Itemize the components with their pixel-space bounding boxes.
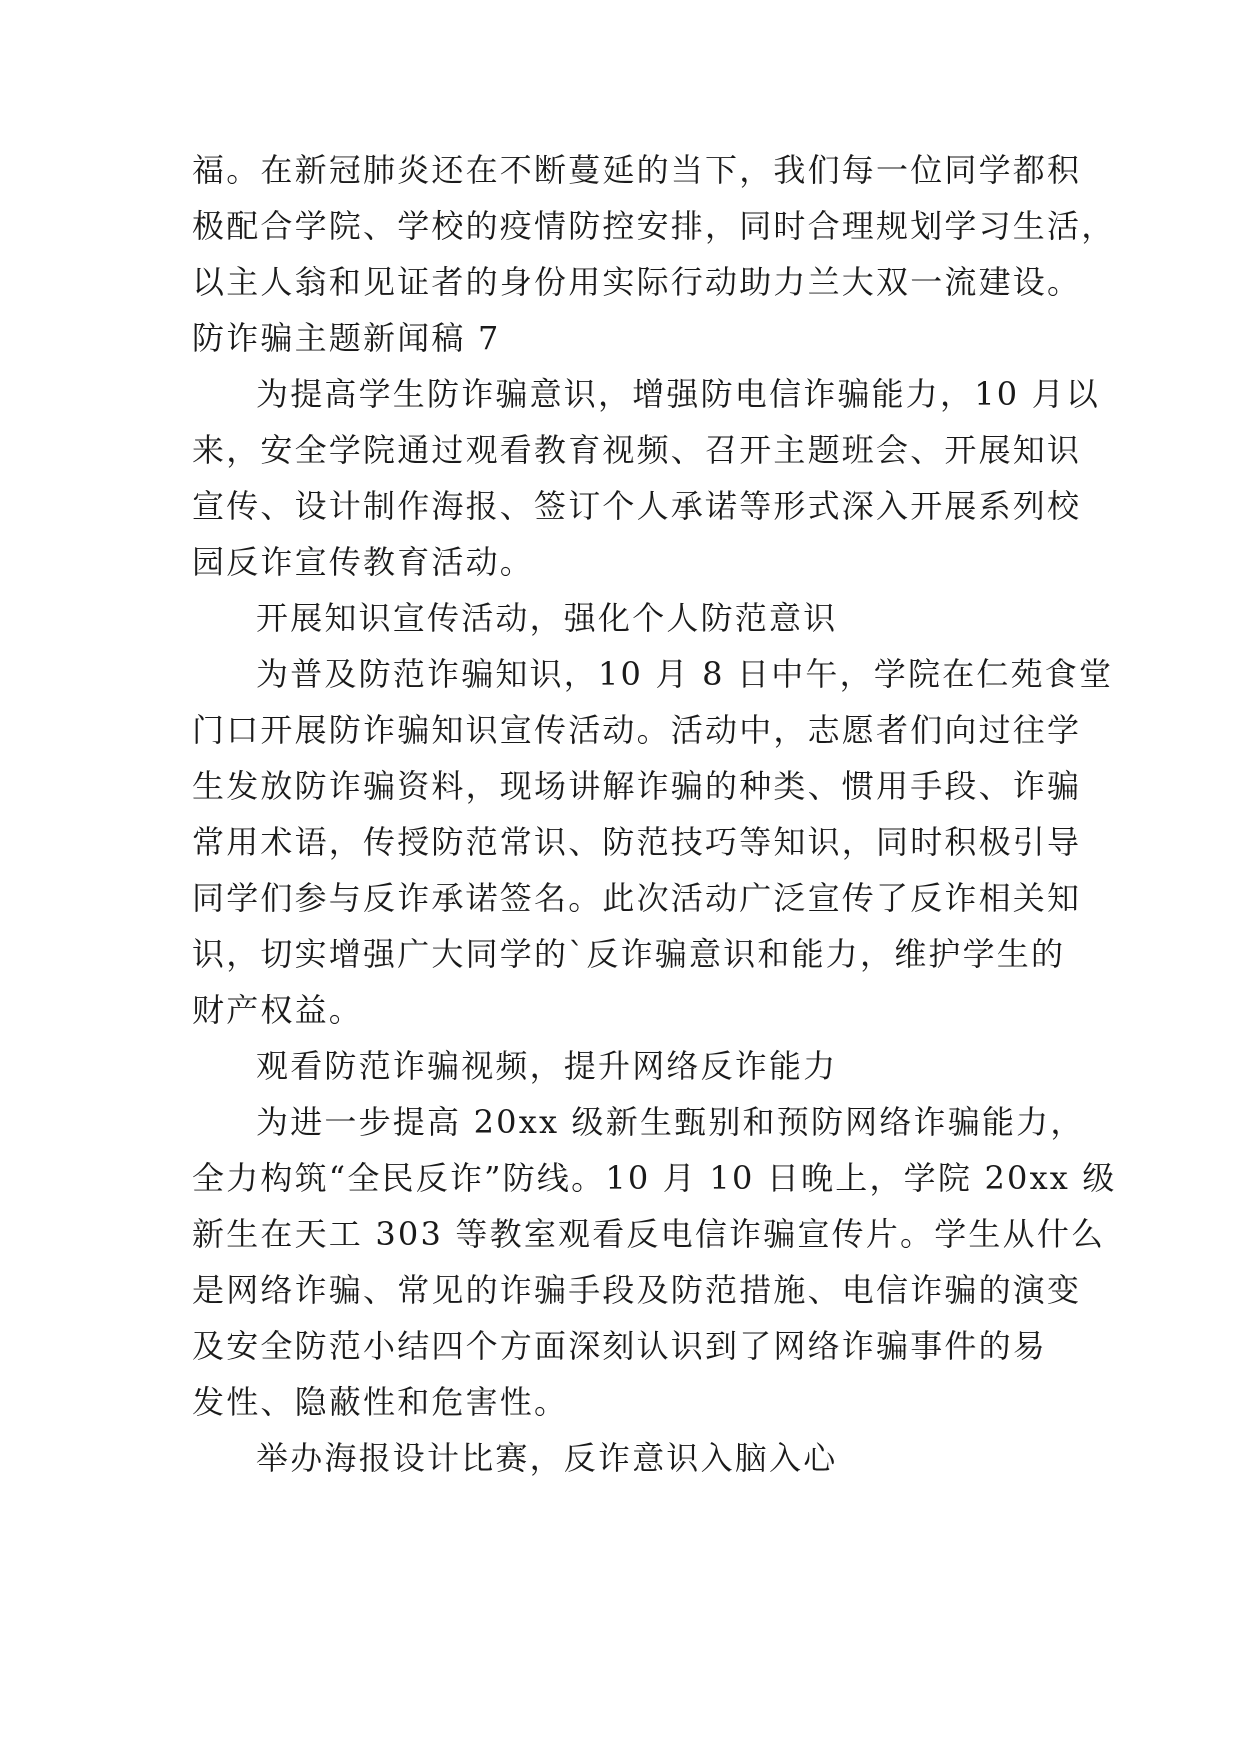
text-line: 为进一步提高 20xx 级新生甄别和预防网络诈骗能力，: [256, 1103, 1085, 1141]
text-line: 是网络诈骗、常见的诈骗手段及防范措施、电信诈骗的演变: [192, 1271, 1082, 1309]
subheading: 举办海报设计比赛，反诈意识入脑入心: [256, 1439, 838, 1477]
text-line: 来，安全学院通过观看教育视频、召开主题班会、开展知识: [192, 431, 1082, 469]
text-line: 福。在新冠肺炎还在不断蔓延的当下，我们每一位同学都积: [192, 151, 1082, 189]
text-line: 为提高学生防诈骗意识，增强防电信诈骗能力，10 月以: [256, 375, 1101, 413]
text-line: 全力构筑“全民反诈”防线。10 月 10 日晚上，学院 20xx 级: [192, 1159, 1117, 1197]
subheading: 开展知识宣传活动，强化个人防范意识: [256, 599, 838, 637]
text-line: 以主人翁和见证者的身份用实际行动助力兰大双一流建设。: [192, 263, 1082, 301]
text-line: 及安全防范小结四个方面深刻认识到了网络诈骗事件的易: [192, 1327, 1048, 1365]
text-line: 财产权益。: [192, 991, 364, 1029]
text-line: 极配合学院、学校的疫情防控安排，同时合理规划学习生活，: [192, 207, 1116, 245]
subheading: 观看防范诈骗视频，提升网络反诈能力: [256, 1047, 838, 1085]
text-line: 同学们参与反诈承诺签名。此次活动广泛宣传了反诈相关知: [192, 879, 1082, 917]
text-line: 为普及防范诈骗知识，10 月 8 日中午，学院在仁苑食堂: [256, 655, 1114, 693]
text-line: 识，切实增强广大同学的`反诈骗意识和能力，维护学生的: [192, 935, 1066, 973]
text-line: 宣传、设计制作海报、签订个人承诺等形式深入开展系列校: [192, 487, 1082, 525]
section-title: 防诈骗主题新闻稿 7: [192, 319, 501, 357]
text-line: 门口开展防诈骗知识宣传活动。活动中，志愿者们向过往学: [192, 711, 1082, 749]
text-line: 发性、隐蔽性和危害性。: [192, 1383, 569, 1421]
text-line: 新生在天工 303 等教室观看反电信诈骗宣传片。学生从什么: [192, 1215, 1106, 1253]
text-line: 生发放防诈骗资料，现场讲解诈骗的种类、惯用手段、诈骗: [192, 767, 1082, 805]
text-line: 园反诈宣传教育活动。: [192, 543, 535, 581]
text-line: 常用术语，传授防范常识、防范技巧等知识，同时积极引导: [192, 823, 1082, 861]
